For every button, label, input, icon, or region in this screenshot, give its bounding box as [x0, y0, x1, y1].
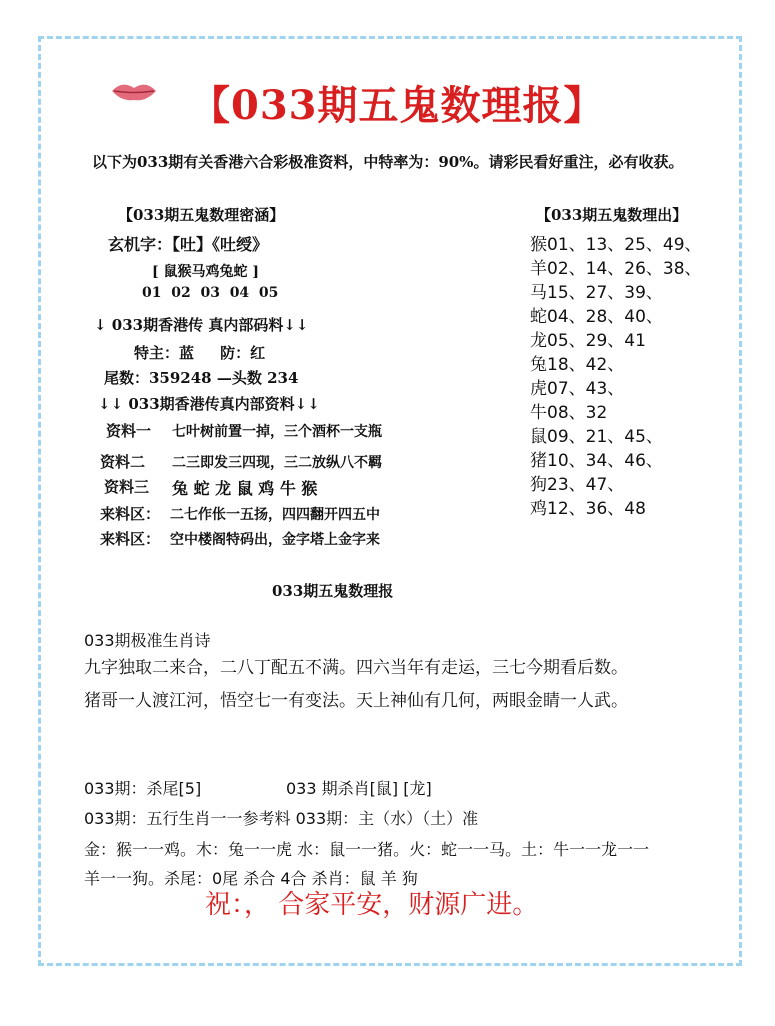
elements-detail-line: 金：猴一一鸡。木：兔一一虎 水：鼠一一猪。火：蛇一一马。土：牛一一龙一一 — [84, 840, 650, 859]
five-elements-line: 033期：五行生肖一一参考料 033期：主（水）（土）准 — [84, 809, 479, 828]
numbers-row: 猴01、13、25、49、 — [530, 235, 702, 255]
numbers-row: 蛇04、28、40、 — [530, 307, 663, 327]
xuanji-text: 玄机字：【吐】《吐绶》 — [108, 235, 269, 254]
numbers-row: 虎07、43、 — [530, 379, 625, 399]
ziliao1-text: 七叶树前置一掉，三个酒杯一支瓶 — [172, 424, 382, 440]
numbers-row: 羊02、14、26、38、 — [530, 259, 702, 279]
insider-line-2: ↓↓ 033期香港传真内部资料↓↓ — [98, 395, 320, 413]
ziliao1-label: 资料一 — [106, 422, 152, 440]
numbers-row: 狗23、47、 — [530, 475, 625, 495]
insider-line-1: ↓ 033期香港传 真内部码料↓↓ — [94, 316, 309, 334]
zodiac-bracket: [ 鼠猴马鸡兔蛇 ] — [152, 264, 259, 280]
lips-icon — [110, 80, 158, 102]
ziliao2-label: 资料二 — [100, 453, 146, 471]
poem-line-2: 猪哥一人渡江河，悟空七一有变法。天上神仙有几何，两眼金睛一人武。 — [84, 691, 628, 711]
kill-summary-line: 羊一一狗。杀尾：0尾 杀合 4合 杀肖：鼠 羊 狗 — [84, 869, 418, 888]
ziliao3-label: 资料三 — [104, 478, 150, 496]
numbers-row: 兔18、42、 — [530, 355, 625, 375]
numbers-row: 鸡12、36、48 — [530, 499, 646, 519]
poem-heading: 033期极准生肖诗 — [84, 631, 211, 650]
ziliao3-text: 兔 蛇 龙 鼠 鸡 牛 猴 — [172, 479, 318, 498]
section-title: 033期五鬼数理报 — [272, 582, 394, 600]
tezhu-line: 特主：蓝 防：红 — [134, 344, 266, 362]
ziliao2-text: 二三即发三四现，三二放纵八不羁 — [172, 455, 382, 471]
lailiao1-text: 二七作伥一五扬，四四翻开四五中 — [170, 507, 380, 523]
numbers-row: 猪10、34、46、 — [530, 451, 663, 471]
numbers-row: 鼠09、21、45、 — [530, 427, 663, 447]
numbers-row: 龙05、29、41 — [530, 331, 646, 351]
numbers-row: 马15、27、39、 — [530, 283, 663, 303]
kill-tail-line: 033期：杀尾[5] — [84, 779, 202, 798]
lailiao2-label: 来料区： — [100, 530, 161, 548]
lailiao1-label: 来料区： — [100, 505, 161, 523]
left-heading: 【033期五鬼数理密涵】 — [118, 206, 285, 224]
right-heading: 【033期五鬼数理出】 — [536, 206, 688, 224]
numbers-list — [530, 233, 702, 521]
page-title: 【033期五鬼数理报】 — [190, 82, 605, 129]
numbers-row: 牛08、32 — [530, 403, 608, 423]
lailiao2-text: 空中楼阁特码出，金字塔上金字来 — [170, 532, 380, 548]
numbers-line: 01 02 03 04 05 — [142, 285, 279, 301]
blessing-text: 祝：， 合家平安，财源广进。 — [205, 890, 539, 920]
poem-line-1: 九字独取二来合，二八丁配五不满。四六当年有走运，三七今期看后数。 — [84, 658, 628, 678]
kill-zodiac-line: 033 期杀肖[鼠] [龙] — [286, 779, 432, 798]
intro-text: 以下为033期有关香港六合彩极准资料，中特率为：90%。请彩民看好重注，必有收获。 — [92, 153, 684, 171]
weishu-line: 尾数：359248 —头数 234 — [104, 369, 299, 387]
